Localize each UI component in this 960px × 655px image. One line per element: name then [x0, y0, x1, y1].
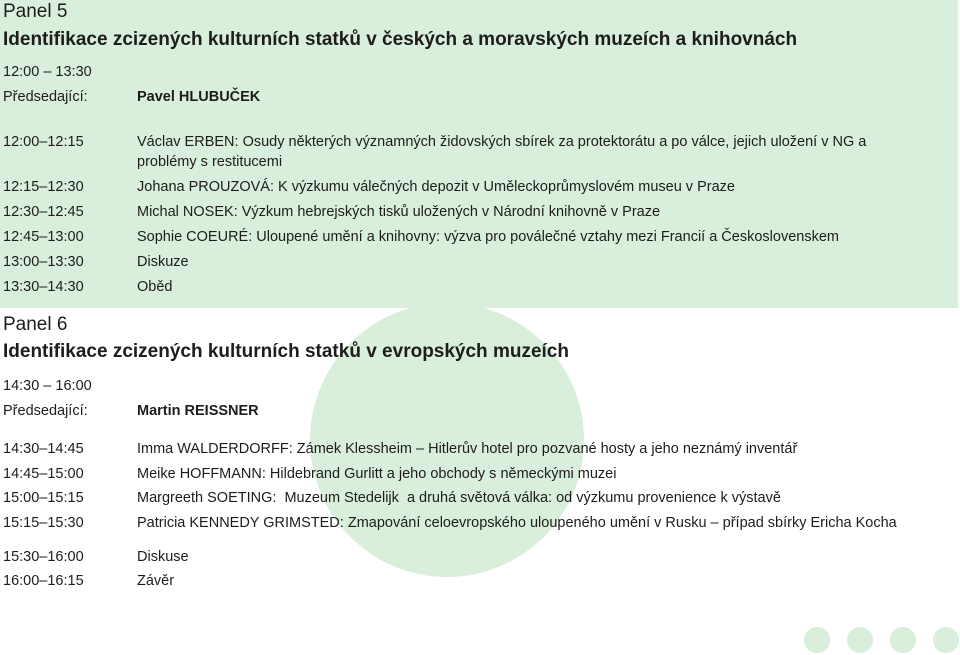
item-time: 12:15–12:30: [3, 179, 84, 195]
item-text: Imma WALDERDORFF: Zámek Klessheim – Hitlerův hotel pro pozvané hosty a jeho neznámý inventář: [137, 441, 798, 457]
decorative-dot: [804, 627, 830, 653]
chair-label: Předsedající:: [3, 89, 88, 105]
panel-time: 14:30 – 16:00: [3, 378, 92, 394]
item-text: Diskuse: [137, 549, 189, 565]
item-time: 13:00–13:30: [3, 254, 84, 270]
item-time: 12:45–13:00: [3, 229, 84, 245]
chair-label: Předsedající:: [3, 403, 88, 419]
item-text: Johana PROUZOVÁ: K výzkumu válečných depozit v Uměleckoprůmyslovém museu v Praze: [137, 179, 735, 195]
item-text: Meike HOFFMANN: Hildebrand Gurlitt a jeho obchody s německými muzei: [137, 466, 617, 482]
item-time: 14:30–14:45: [3, 441, 84, 457]
item-time: 15:30–16:00: [3, 549, 84, 565]
item-time: 14:45–15:00: [3, 466, 84, 482]
item-text: Diskuze: [137, 254, 189, 270]
panel-label: Panel 6: [3, 314, 68, 335]
item-text: Michal NOSEK: Výzkum hebrejských tisků uložených v Národní knihovně v Praze: [137, 204, 661, 220]
item-text: Václav ERBEN: Osudy některých významných židovských sbírek za protektorátu a po válce, jejich uložení v NG a problémy s restitucemi: [137, 134, 867, 170]
item-time: 12:30–12:45: [3, 204, 84, 220]
panel-time: 12:00 – 13:30: [3, 64, 92, 80]
chair-name: Pavel HLUBUČEK: [137, 89, 261, 105]
item-text: Patricia KENNEDY GRIMSTED: Zmapování celoevropského uloupeného umění v Rusku – případ sbírky Ericha Kocha: [137, 515, 897, 531]
decorative-dot: [933, 627, 959, 653]
item-text: Oběd: [137, 279, 173, 295]
item-time: 16:00–16:15: [3, 573, 84, 589]
item-time: 12:00–12:15: [3, 134, 84, 150]
chair-name: Martin REISSNER: [137, 403, 259, 419]
item-text: Margreeth SOETING: Muzeum Stedelijk a druhá světová válka: od výzkumu provenience k výstavě: [137, 490, 781, 506]
panel-title: Identifikace zcizených kulturních statků v českých a moravských muzeích a knihovnách: [3, 29, 798, 50]
item-time: 15:15–15:30: [3, 515, 84, 531]
item-text: Závěr: [137, 573, 175, 589]
panel-title: Identifikace zcizených kulturních statků v evropských muzeích: [3, 341, 569, 362]
item-text: Sophie COEURÉ: Uloupené umění a knihovny: výzva pro poválečné vztahy mezi Francií a Československem: [137, 229, 839, 245]
item-time: 13:30–14:30: [3, 279, 84, 295]
item-time: 15:00–15:15: [3, 490, 84, 506]
panel-label: Panel 5: [3, 1, 68, 22]
decorative-dot: [847, 627, 873, 653]
decorative-dot: [890, 627, 916, 653]
